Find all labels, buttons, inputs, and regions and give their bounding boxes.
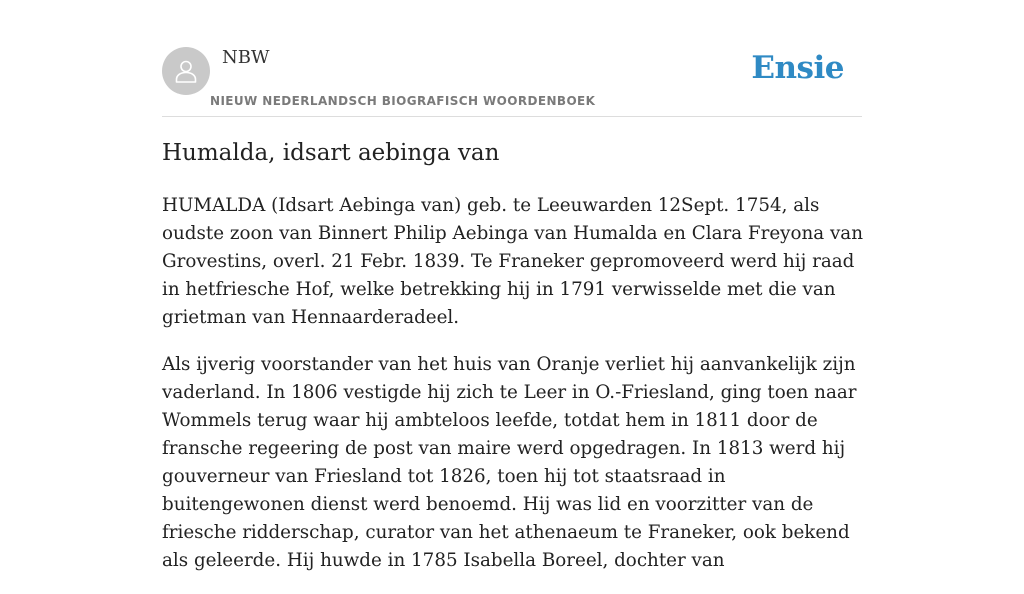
source-subtitle: NIEUW NEDERLANDSCH BIOGRAFISCH WOORDENBOEK <box>210 94 596 108</box>
ensie-logo[interactable]: Ensie <box>751 50 844 86</box>
source-header <box>162 46 862 117</box>
user-icon <box>172 57 200 85</box>
article-body <box>162 192 867 594</box>
source-name[interactable]: NBW <box>222 47 270 68</box>
avatar[interactable] <box>162 47 210 95</box>
article-paragraph: HUMALDA (Idsart Aebinga van) geb. te Leeuwarden 12Sept. 1754, als oudste zoon van Binnert Philip Aebinga van Humalda en Clara Freyona van Grovestins, overl. 21 Febr. 1839. Te Franeker gepromoveerd werd hij raad in hetfriesche Hof, welke betrekking hij in 1791 verwisselde met die van grietman van Hennaarderadeel. <box>162 195 863 328</box>
article-paragraph: Als ijverig voorstander van het huis van Oranje verliet hij aanvankelijk zijn vaderland. In 1806 vestigde hij zich te Leer in O.-Friesland, ging toen naar Wommels terug waar hij ambteloos leefde, totdat hem in 1811 door de fransche regeering de post van maire werd opgedragen. In 1813 werd hij gouverneur van Friesland tot 1826, toen hij tot staatsraad in buitengewonen dienst werd benoemd. Hij was lid en voorzitter van de friesche ridderschap, curator van het athenaeum te Franeker, ook bekend als geleerde. Hij huwde in 1785 Isabella Boreel, dochter van <box>162 354 857 571</box>
page-title: Humalda, idsart aebinga van <box>162 140 500 166</box>
